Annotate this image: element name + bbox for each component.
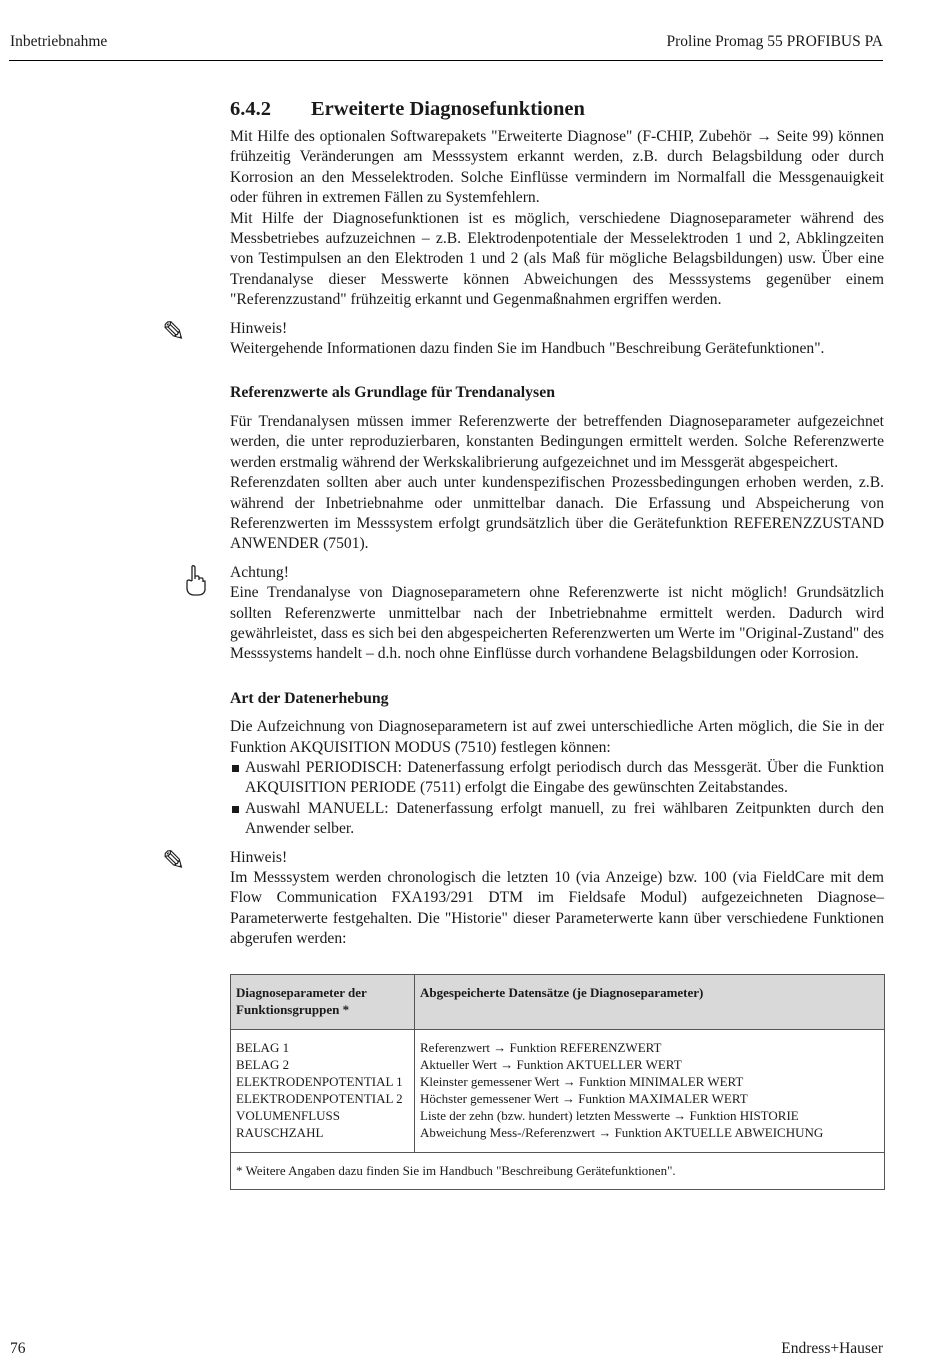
table-header-parameter: Diagnoseparameter der Funktionsgruppen * (231, 974, 415, 1029)
note-block-2 (162, 845, 884, 950)
caution-title: Achtung! (230, 563, 289, 581)
list-item: Auswahl MANUELL: Datenerfassung erfolgt manuell, zu frei wählbaren Zeitpunkten durch den Anwender selber. (230, 799, 884, 840)
record-item: Referenzwert → Funktion REFERENZWERT (420, 1039, 662, 1055)
reference-paragraph-2: Referenzdaten sollten aber auch unter kundenspezifischen Prozessbedingungen erhoben werden, z.B. während der Inbetriebnahme oder unmittelbar danach. Die Erfassung und Abspeicherung von Referenzwerten im Messsystem erfolgt grundsätzlich über die Gerätefunktion REFERENZZUSTAND ANWENDER (7501). (230, 474, 884, 553)
page-content (162, 96, 884, 1190)
acquisition-heading: Art der Datenerhebung (230, 689, 389, 707)
record-item: Liste der zehn (bzw. hundert) letzten Messwerte → Funktion HISTORIE (420, 1107, 799, 1123)
table-header-records: Abgespeicherte Datensätze (je Diagnoseparameter) (415, 974, 885, 1029)
note-block-1 (162, 316, 884, 360)
parameter-item: RAUSCHZAHL (236, 1124, 324, 1140)
caution-block (230, 563, 884, 665)
parameter-item: ELEKTRODENPOTENTIAL 2 (236, 1090, 403, 1106)
section-number: 6.4.2 (230, 98, 271, 120)
note-title-1: Hinweis! (230, 319, 288, 337)
record-item: Kleinster gemessener Wert → Funktion MINIMALER WERT (420, 1073, 744, 1089)
parameter-item: VOLUMENFLUSS (236, 1107, 341, 1123)
note-title-2: Hinweis! (230, 848, 288, 866)
acquisition-paragraph: Die Aufzeichnung von Diagnoseparametern ist auf zwei unterschiedliche Arten möglich, die Sie in der Funktion AKQUISITION MODUS (7510) festlegen können: (230, 718, 884, 756)
list-item: Auswahl PERIODISCH: Datenerfassung erfolgt periodisch durch das Messgerät. Über die Funktion AKQUISITION PERIODE (7511) erfolgt die Eingabe des gewünschten Zeitabstandes. (230, 758, 884, 799)
parameter-item: ELEKTRODENPOTENTIAL 1 (236, 1073, 403, 1089)
running-header-section: Inbetriebnahme (10, 33, 108, 50)
reference-heading: Referenzwerte als Grundlage für Trendanalysen (230, 384, 555, 402)
section-title: Erweiterte Diagnosefunktionen (311, 98, 585, 120)
running-header-product: Proline Promag 55 PROFIBUS PA (666, 33, 883, 50)
pointing-hand-icon (184, 565, 206, 603)
table-cell-parameters (231, 1029, 415, 1152)
record-item: Aktueller Wert → Funktion AKTUELLER WERT (420, 1056, 682, 1072)
parameter-item: BELAG 1 (236, 1039, 290, 1055)
note-text-2: Im Messsystem werden chronologisch die letzten 10 (via Anzeige) bzw. 100 (via FieldCare mit dem Flow Communication FXA193/291 DTM im Fieldsafe Modul) aufgezeichneten Diagnose–Parameterwerte festgehalten. Die "Historie" dieser Parameterwerte kann über verschiedene Funktionen abgerufen werden: (230, 869, 884, 948)
record-item: Höchster gemessener Wert → Funktion MAXIMALER WERT (420, 1090, 748, 1106)
pencil-icon: ✎ (162, 845, 186, 877)
intro-paragraph-1: Mit Hilfe des optionalen Softwarepakets "Erweiterte Diagnose" (F-CHIP, Zubehör → Seite 99) können frühzeitig Veränderungen am Messsystem erkannt werden, z.B. durch Belagsbildung oder durch Korrosion an den Messelektroden. Solche Einflüsse vermindern im Normalfall die Messgenauigkeit oder führen in extremen Fällen zu Systemfehlern. (230, 128, 884, 207)
reference-paragraph-1: Für Trendanalysen müssen immer Referenzwerte der betreffenden Diagnoseparameter aufgezeichnet werden, die unter reproduzierbaren, konstanten Bedingungen ermittelt werden. Solche Referenzwerte werden erstmalig während der Werkskalibrierung aufgezeichnet und im Messgerät abgespeichert. (230, 412, 884, 471)
table-cell-records (415, 1029, 885, 1152)
header-rule (9, 60, 883, 61)
table-footnote: * Weitere Angaben dazu finden Sie im Handbuch "Beschreibung Gerätefunktionen". (231, 1152, 885, 1189)
section-heading (230, 96, 884, 122)
intro-paragraph-2: Mit Hilfe der Diagnosefunktionen ist es möglich, verschiedene Diagnoseparameter während des Messbetriebes aufzuzeichnen – z.B. Elektrodenpotentiale der Messelektroden 1 und 2, Abklingzeiten von Testimpulsen an den Elektroden 1 und 2 (als Maß für mögliche Belagsbildungen) usw. Über eine Trendanalyse dieser Messwerte können Abweichungen des Messsystems gegenüber einem "Referenzzustand" frühzeitig erkannt und Gegenmaßnahmen ergriffen werden. (230, 209, 884, 309)
diagnostics-table (230, 974, 885, 1190)
acquisition-list (230, 758, 884, 840)
pencil-icon: ✎ (162, 316, 186, 348)
page-number: 76 (10, 1340, 26, 1357)
record-item: Abweichung Mess-/Referenzwert → Funktion AKTUELLE ABWEICHUNG (420, 1124, 824, 1140)
brand-name: Endress+Hauser (781, 1340, 883, 1357)
parameter-item: BELAG 2 (236, 1056, 290, 1072)
caution-text: Eine Trendanalyse von Diagnoseparametern ohne Referenzwerte ist nicht möglich! Grundsätzlich sollten Referenzwerte unmittelbar nach der Inbetriebnahme ermittelt werden. Dadurch wird gewährleistet, dass es sich bei den abgespeicherten Referenzwerten um Werte im "Original-Zustand" des Messsystems handelt – d.h. noch ohne Einflüsse durch vorhandene Belagsbildungen oder Korrosion. (230, 584, 884, 663)
note-text-1: Weitergehende Informationen dazu finden Sie im Handbuch "Beschreibung Gerätefunktionen". (230, 340, 825, 358)
